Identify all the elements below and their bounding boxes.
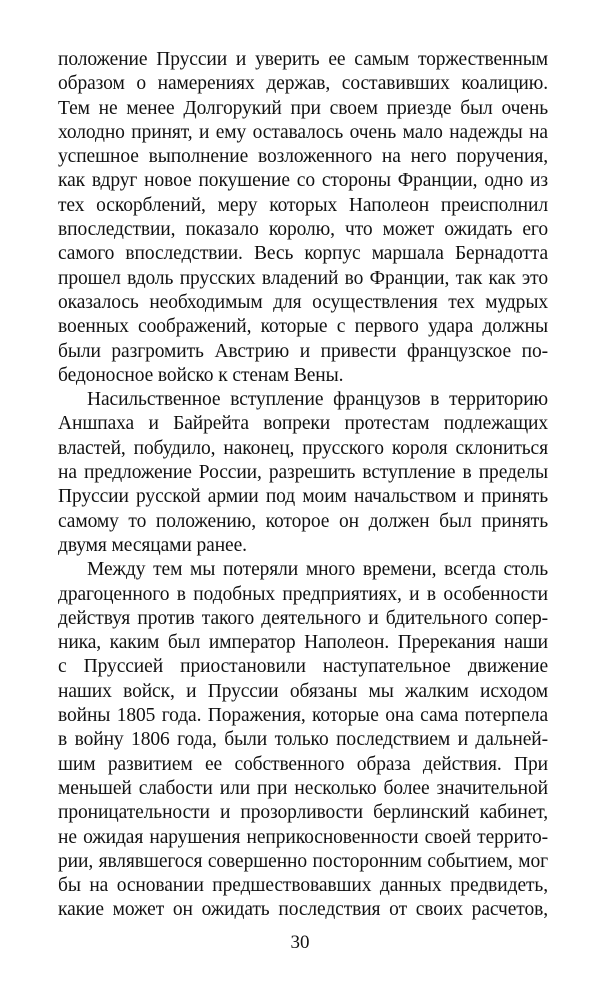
- text-line: проницательности и прозорливости берлинский кабинет,: [58, 802, 548, 824]
- text-line: драгоценного в подобных предприятиях, и в особенности: [58, 583, 548, 605]
- page-body: [58, 48, 548, 923]
- text-line: холодно принят, и ему оставалось очень мало надежды на: [58, 121, 548, 143]
- text-line: в войну 1806 года, были только последствием и дальней-: [58, 729, 548, 751]
- text-line: какие может он ожидать последствия от своих расчетов,: [58, 899, 548, 921]
- paragraph-1: [58, 48, 548, 388]
- text-line: были разгромить Австрию и привести французское по-: [58, 340, 548, 362]
- text-line: самого впоследствии. Весь корпус маршала Бернадотта: [58, 243, 548, 265]
- text-line: действуя против такого деятельного и бдительного сопер-: [58, 607, 548, 629]
- text-line: наших войск, и Пруссии обязаны мы жалким исходом: [58, 680, 548, 702]
- text-line: впоследствии, показало королю, что может ожидать его: [58, 219, 548, 241]
- text-line: прошел вдоль прусских владений во Франции, так как это: [58, 267, 548, 289]
- text-line: рии, являвшегося совершенно посторонним событием, мог: [58, 850, 548, 872]
- text-line: военных соображений, которые с первого удара должны: [58, 316, 548, 338]
- text-line: тех оскорблений, меру которых Наполеон преисполнил: [58, 194, 548, 216]
- text-line: как вдруг новое покушение со стороны Франции, одно из: [58, 170, 548, 192]
- text-line: двумя месяцами ранее.: [58, 534, 247, 556]
- text-line: меньшей слабости или при несколько более значительной: [58, 777, 548, 799]
- text-line: оказалось необходимым для осуществления тех мудрых: [58, 291, 548, 313]
- text-line: шим развитием ее собственного образа действия. При: [58, 753, 548, 775]
- text-line: Пруссии русской армии под моим начальством и принять: [58, 486, 548, 508]
- text-line: успешное выполнение возложенного на него поручения,: [58, 146, 548, 168]
- text-line: образом о намерениях держав, составивших коалицию.: [58, 73, 548, 95]
- paragraph-3: [58, 558, 548, 922]
- text-line: Аншпаха и Байрейта вопреки протестам подлежащих: [58, 413, 548, 435]
- text-line: Между тем мы потеряли много времени, всегда столь: [87, 559, 548, 581]
- text-line: с Пруссией приостановили наступательное движение: [58, 656, 548, 678]
- text-line: ника, каким был император Наполеон. Пререкания наши: [58, 632, 548, 654]
- page-number: 30: [290, 932, 310, 953]
- paragraph-2: [58, 388, 548, 558]
- text-line: самому то положению, которое он должен был принять: [58, 510, 548, 532]
- text-line: войны 1805 года. Поражения, которые она сама потерпела: [58, 705, 548, 727]
- text-line: не ожидая нарушения неприкосновенности своей террито-: [58, 826, 548, 848]
- text-line: положение Пруссии и уверить ее самым торжественным: [58, 49, 548, 70]
- text-line: бы на основании предшествовавших данных предвидеть,: [58, 875, 548, 897]
- text-line: Тем не менее Долгорукий при своем приезде был очень: [58, 97, 548, 119]
- text-line: на предложение России, разрешить вступление в пределы: [58, 462, 548, 484]
- text-line: бедоносное войско к стенам Вены.: [58, 364, 344, 386]
- text-line: Насильственное вступление французов в территорию: [87, 389, 548, 411]
- text-line: властей, побудило, наконец, прусского короля склониться: [58, 437, 548, 459]
